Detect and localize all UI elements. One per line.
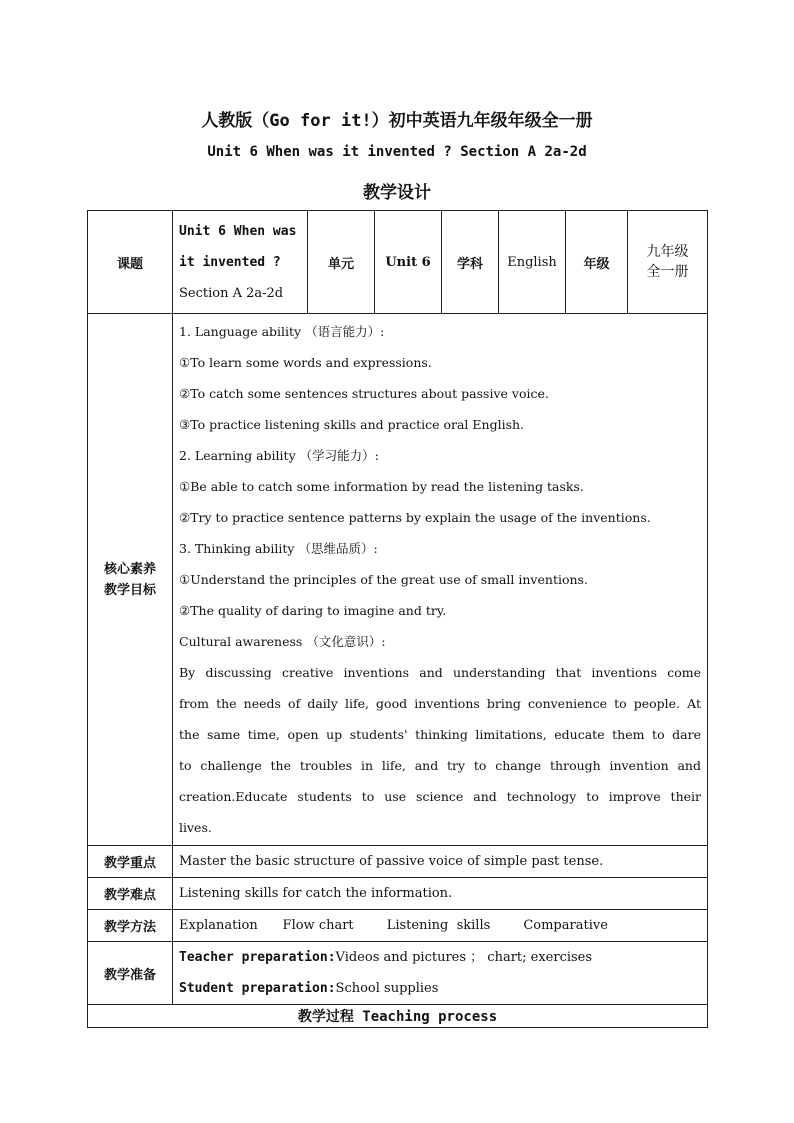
lesson-subtitle: Unit 6 When was it invented ? Section A 2a-2d [207,144,587,160]
core-goals [173,314,708,846]
goal-line: Cultural awareness （文化意识）: [179,634,386,649]
goal-line: ①Understand the principles of the great use of small inventions. [179,572,588,587]
method-value: Explanation Flow chart Listening skills Comparative [173,910,708,942]
subject-value: English [499,211,566,314]
focus-label: 教学重点 [88,846,173,878]
goal-line: ②To catch some sentences structures about passive voice. [179,386,549,401]
difficulty-value: Listening skills for catch the information. [173,878,708,910]
cultural-awareness-paragraph: By discussing creative inventions and understanding that inventions come from the needs of daily life, good inventions bring convenience to people. At the same time, open up students' thinking limitations, educate them to dare to challenge the troubles in life, and try to change through invention and creation.Educate students to use science and technology to improve their lives. [179,665,701,835]
student-prep-value: School supplies [335,981,439,996]
grade-line-2: 全一册 [646,264,689,280]
teacher-prep-line [179,942,701,973]
core-label [88,314,173,846]
goal-line: ③To practice listening skills and practice oral English. [179,417,525,432]
teacher-prep-label: Teacher preparation: [179,950,336,965]
goal-line: 2. Learning ability （学习能力）: [179,448,379,463]
grade-label: 年级 [566,211,628,314]
process-row [88,1005,708,1028]
doc-type-heading: 教学设计 [363,183,431,203]
goal-line: ①To learn some words and expressions. [179,355,432,370]
lesson-plan-table [87,210,708,1028]
topic-value [173,211,308,314]
topic-label: 课题 [88,211,173,314]
topic-line-1: Unit 6 When was [179,223,297,239]
method-label: 教学方法 [88,910,173,942]
core-label-line-2: 教学目标 [103,582,156,598]
prep-row [88,942,708,1005]
goal-line: ①Be able to catch some information by read the listening tasks. [179,479,584,494]
grade-line-1: 九年级 [646,244,689,260]
goal-line: 1. Language ability （语言能力）: [179,324,385,339]
topic-line-2: it invented ? [179,254,281,270]
unit-label: 单元 [308,211,375,314]
info-row [88,211,708,314]
goal-line: 3. Thinking ability （思维品质）: [179,541,378,556]
student-prep-label: Student preparation: [179,981,336,996]
teaching-process-heading: 教学过程 Teaching process [88,1005,708,1028]
goal-line: ②The quality of daring to imagine and try. [179,603,447,618]
focus-value: Master the basic structure of passive voice of simple past tense. [173,846,708,878]
topic-line-3: Section A 2a-2d [179,285,284,301]
core-row [88,314,708,846]
difficulty-row [88,878,708,910]
prep-label: 教学准备 [88,942,173,1005]
core-label-line-1: 核心素养 [103,561,156,577]
teacher-prep-value: Videos and pictures ； chart; exercises [335,950,593,965]
goal-line: ②Try to practice sentence patterns by explain the usage of the inventions. [179,510,651,525]
prep-value [173,942,708,1005]
grade-value [628,211,708,314]
method-row [88,910,708,942]
subject-label: 学科 [442,211,499,314]
document-title: 人教版（Go for it!）初中英语九年级年级全一册 [201,111,593,131]
difficulty-label: 教学难点 [88,878,173,910]
student-prep-line [179,973,701,1004]
focus-row [88,846,708,878]
unit-value: Unit 6 [375,211,442,314]
